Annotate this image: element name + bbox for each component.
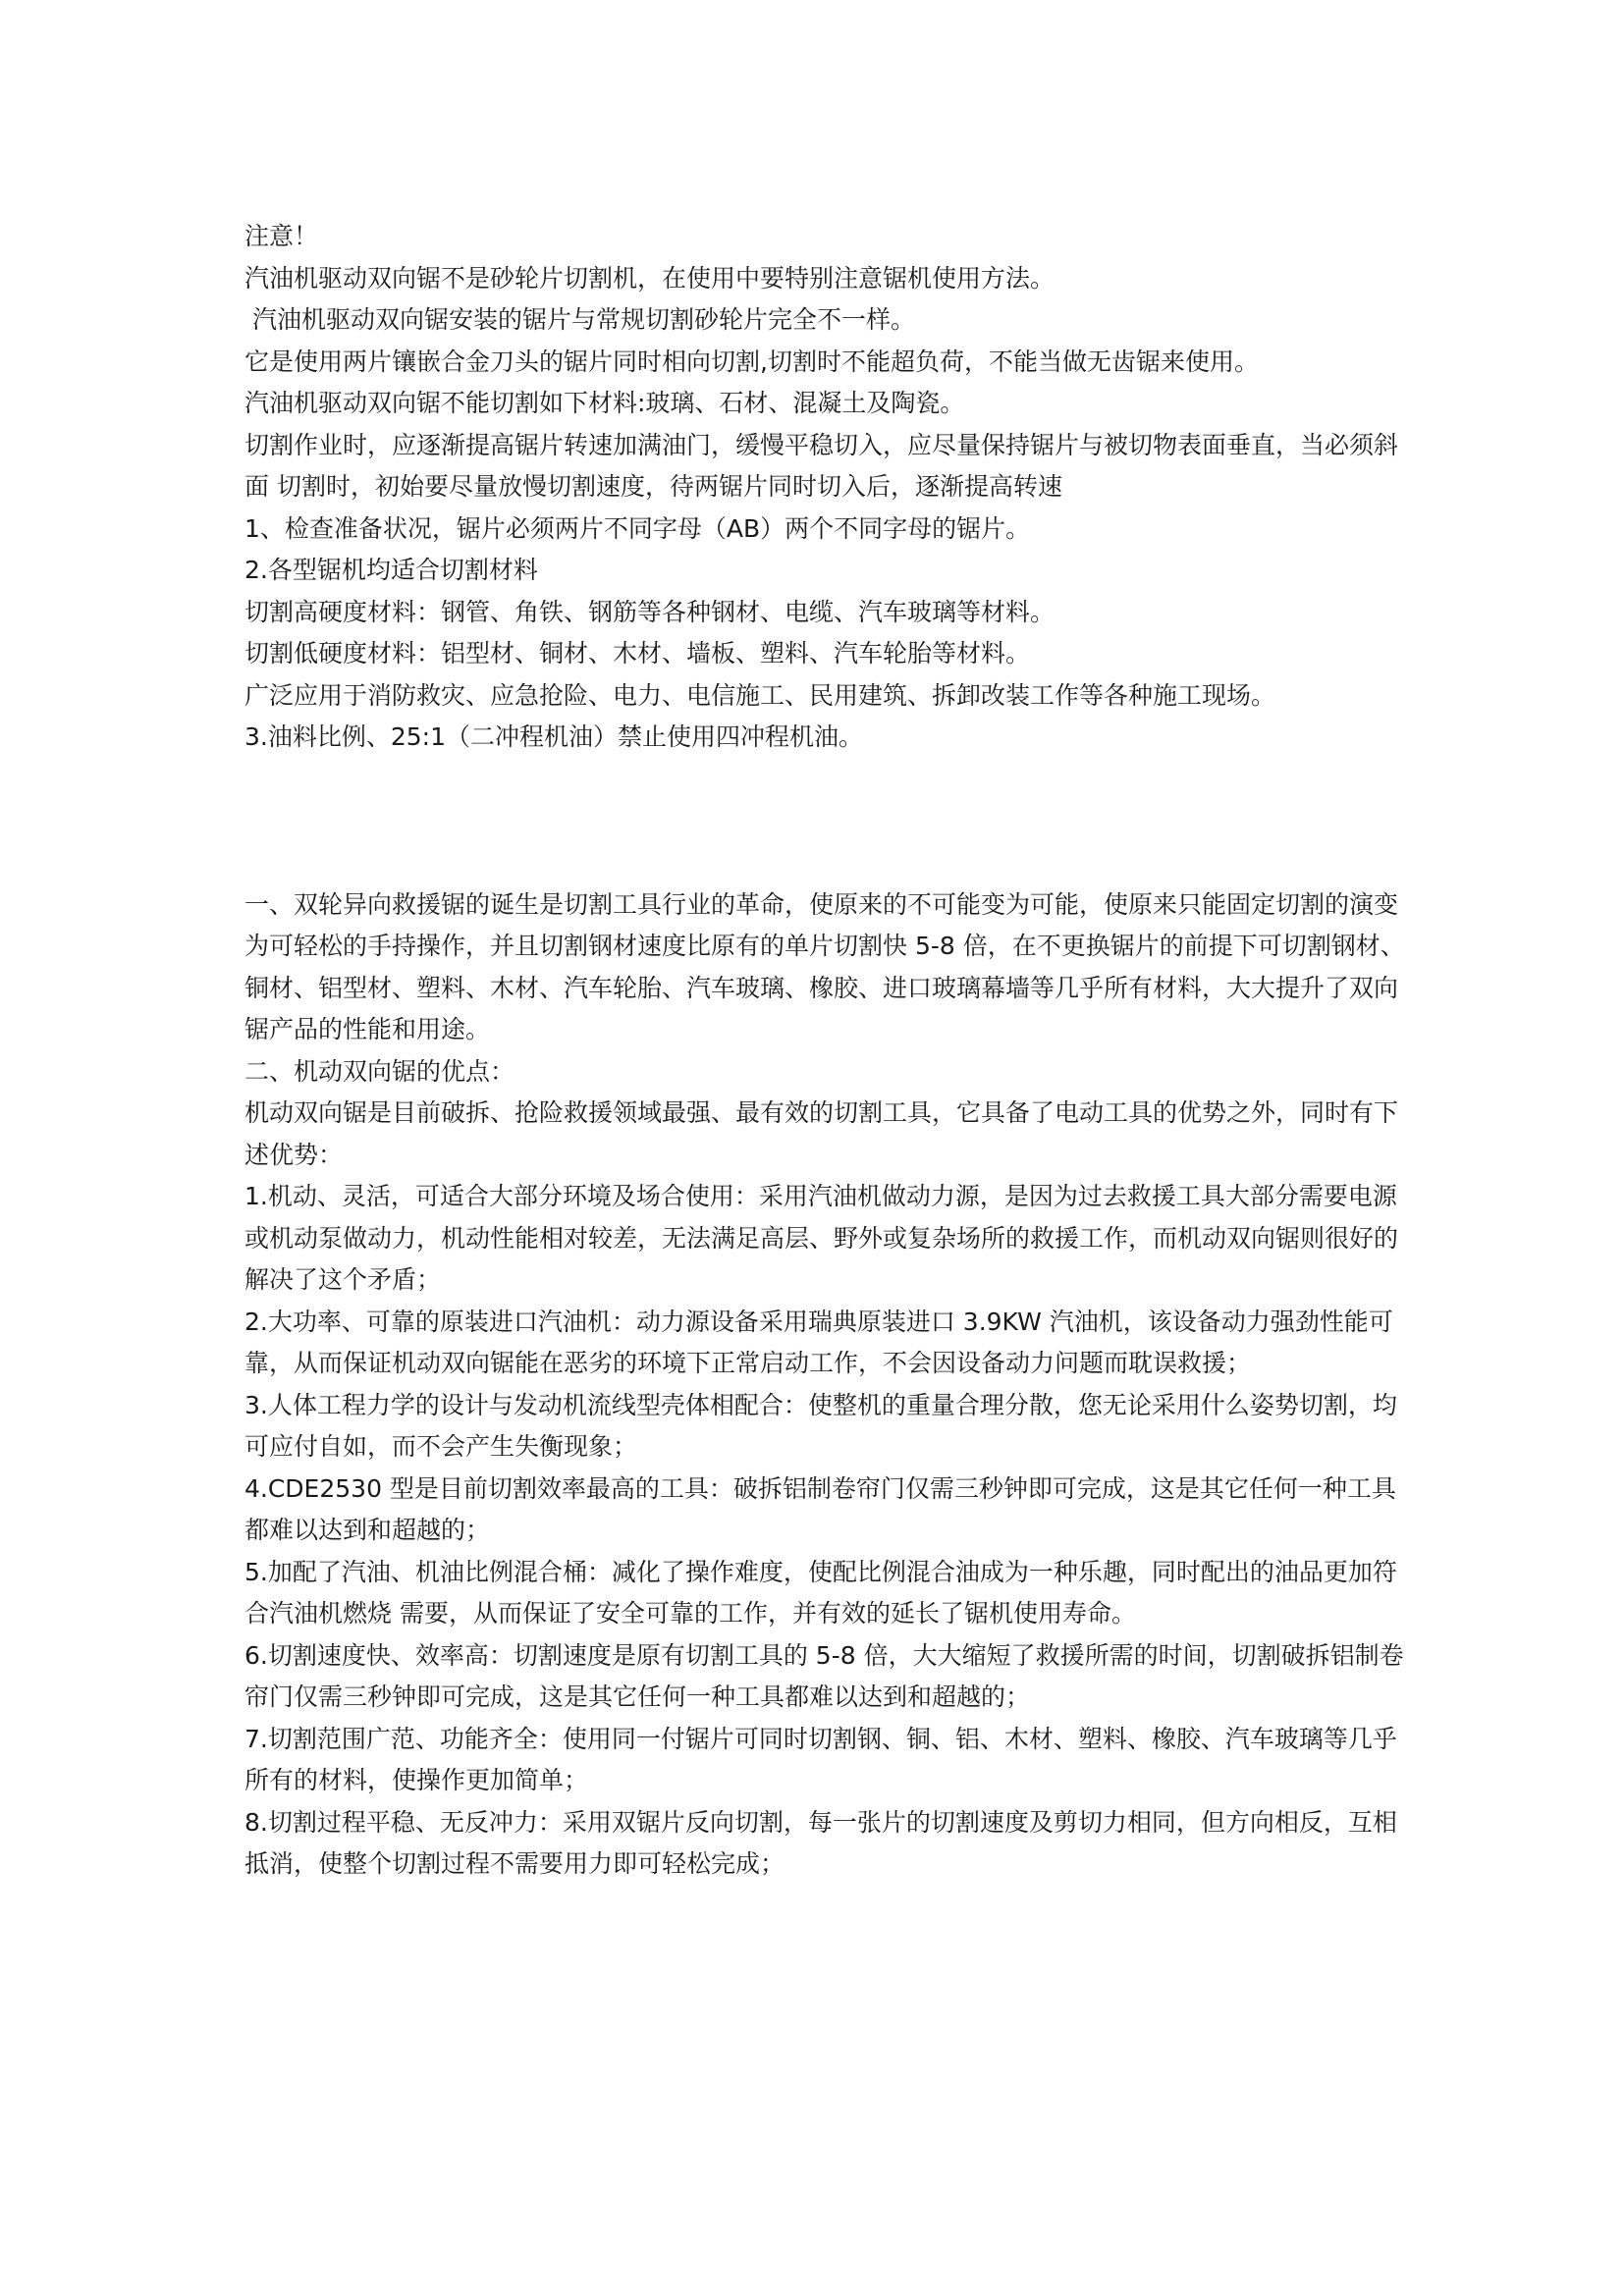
notice-line: 汽油机驱动双向锯不能切割如下材料:玻璃、石材、混凝土及陶瓷。 bbox=[244, 389, 965, 417]
section-spacer bbox=[244, 759, 1408, 884]
notice-line: 1、检查准备状况，锯片必须两片不同字母（AB）两个不同字母的锯片。 bbox=[244, 513, 1031, 543]
advantage-item: 6.切割速度快、效率高：切割速度是原有切割工具的 5-8 倍，大大缩短了救援所需的时间，切割破拆铝制卷帘门仅需三秒钟即可完成，这是其它任何一种工具都难以达到和超越的； bbox=[244, 1640, 1404, 1711]
advantage-item: 5.加配了汽油、机油比例混合桶：减化了操作难度，使配比例混合油成为一种乐趣，同时配出的油品更加符合汽油机燃烧 需要，从而保证了安全可靠的工作，并有效的延长了锯机使用寿命。 bbox=[244, 1557, 1397, 1628]
advantage-item: 2.大功率、可靠的原装进口汽油机：动力源设备采用瑞典原装进口 3.9KW 汽油机，该设备动力强劲性能可靠，从而保证机动双向锯能在恶劣的环境下正常启动工作，不会因设备动力问题而耽误救援； bbox=[244, 1307, 1393, 1377]
notice-line: 3.油料比例、25:1（二冲程机油）禁止使用四冲程机油。 bbox=[244, 722, 863, 751]
notice-line: 广泛应用于消防救灾、应急抢险、电力、电信施工、民用建筑、拆卸改装工作等各种施工现场。 bbox=[244, 680, 1276, 710]
notice-line: 汽油机驱动双向锯不是砂轮片切割机，在使用中要特别注意锯机使用方法。 bbox=[244, 263, 1056, 293]
advantages-intro: 一、双轮异向救援锯的诞生是切割工具行业的革命，使原来的不可能变为可能，使原来只能固定切割的演变为可轻松的手持操作，并且切割钢材速度比原有的单片切割快 5-8 倍，在不更换锯片的前提下可切割钢材、铜材、铝型材、塑料、木材、汽车轮胎、汽车玻璃、橡胶、进口玻璃幕墙等几乎所有材料，大大提升了双向锯产品的性能和用途。 bbox=[244, 889, 1405, 1043]
notice-line: 切割低硬度材料：铝型材、铜材、木材、墙板、塑料、汽车轮胎等材料。 bbox=[244, 639, 1031, 667]
advantage-item: 7.切割范围广范、功能齐全：使用同一付锯片可同时切割钢、铜、铝、木材、塑料、橡胶、汽车玻璃等几乎所有的材料，使操作更加简单； bbox=[244, 1724, 1397, 1794]
notice-heading: 注意！ bbox=[244, 222, 319, 250]
notice-line: 切割作业时，应逐渐提高锯片转速加满油门，缓慢平稳切入，应尽量保持锯片与被切物表面垂直，当必须斜面 切割时，初始要尽量放慢切割速度，待两锯片同时切入后，逐渐提高转速 bbox=[244, 430, 1399, 501]
notice-line: 2.各型锯机均适合切割材料 bbox=[244, 556, 538, 584]
notice-line: 切割高硬度材料：钢管、角铁、钢筋等各种钢材、电缆、汽车玻璃等材料。 bbox=[244, 597, 1056, 626]
advantages-summary: 机动双向锯是目前破拆、抢险救援领域最强、最有效的切割工具，它具备了电动工具的优势之外，同时有下述优势： bbox=[244, 1098, 1399, 1169]
advantage-item: 1.机动、灵活，可适合大部分环境及场合使用：采用汽油机做动力源，是因为过去救援工具大部分需要电源或机动泵做动力，机动性能相对较差，无法满足高层、野外或复杂场所的救援工作，而机动双向锯则很好的解决了这个矛盾； bbox=[244, 1182, 1399, 1294]
document-body bbox=[244, 216, 1408, 1886]
advantage-item: 3.人体工程力学的设计与发动机流线型壳体相配合：使整机的重量合理分散，您无论采用什么姿势切割，均可应付自如，而不会产生失衡现象； bbox=[244, 1390, 1397, 1461]
notice-line: 汽油机驱动双向锯安装的锯片与常规切割砂轮片完全不一样。 bbox=[252, 305, 916, 334]
advantage-item: 4.CDE2530 型是目前切割效率最高的工具：破拆铝制卷帘门仅需三秒钟即可完成，这是其它任何一种工具都难以达到和超越的； bbox=[244, 1473, 1396, 1544]
notice-line: 它是使用两片镶嵌合金刀头的锯片同时相向切割,切割时不能超负荷，不能当做无齿锯来使用。 bbox=[244, 347, 1259, 376]
advantage-item: 8.切割过程平稳、无反冲力：采用双锯片反向切割，每一张片的切割速度及剪切力相同，但方向相反，互相抵消，使整个切割过程不需要用力即可轻松完成； bbox=[244, 1807, 1397, 1878]
advantages-heading: 二、机动双向锯的优点： bbox=[244, 1056, 515, 1086]
